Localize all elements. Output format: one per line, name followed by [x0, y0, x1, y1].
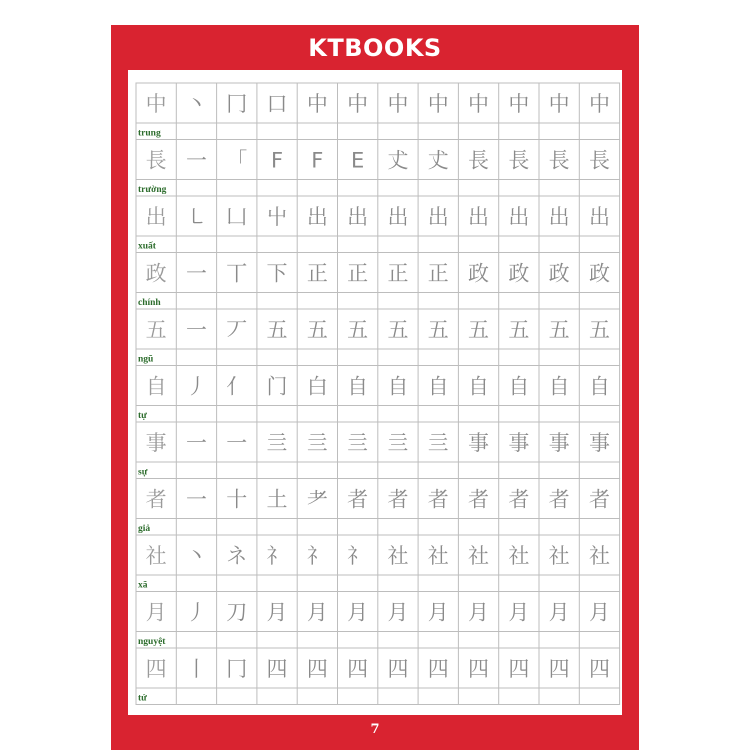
stroke-cell: 中 — [468, 92, 490, 116]
stroke-cell: 一 — [185, 261, 207, 286]
stroke-cell: 四 — [266, 657, 288, 681]
stroke-cell: 政 — [548, 261, 570, 286]
practice-row — [136, 140, 620, 197]
stroke-cell: 自 — [347, 374, 369, 399]
stroke-cell: 政 — [508, 261, 530, 286]
stroke-cell: 出 — [145, 205, 167, 229]
stroke-cell: ネ — [226, 544, 248, 568]
stroke-cell: 月 — [588, 600, 610, 625]
stroke-cell: 口 — [266, 92, 288, 116]
stroke-cell: 亖 — [306, 431, 328, 455]
stroke-cell: 者 — [427, 487, 449, 512]
stroke-cell: 事 — [508, 431, 530, 455]
pinyin-label: trường — [138, 185, 167, 195]
practice-row — [136, 83, 620, 140]
stroke-cell: 亖 — [427, 431, 449, 455]
stroke-cell: 丿 — [185, 600, 207, 625]
stroke-cell: 丿 — [185, 374, 207, 399]
stroke-cell: 丶 — [185, 92, 207, 116]
stroke-cell: 五 — [548, 318, 570, 342]
stroke-cell: 正 — [387, 261, 409, 286]
stroke-cell: ㇄ — [185, 205, 207, 229]
stroke-cell: 出 — [427, 205, 449, 229]
pinyin-label: tự — [138, 411, 147, 421]
stroke-cell: 四 — [427, 657, 449, 681]
stroke-cell: 正 — [427, 261, 449, 286]
stroke-cell: 四 — [508, 657, 530, 681]
stroke-cell: 月 — [145, 600, 167, 625]
stroke-cell: 𠀋 — [427, 148, 449, 173]
page-title: KTBOOKS — [308, 34, 442, 62]
practice-row — [136, 253, 620, 310]
stroke-cell: 自 — [508, 374, 530, 399]
stroke-cell: 事 — [145, 431, 167, 455]
stroke-cell: 中 — [588, 92, 610, 116]
stroke-cell: 礻 — [266, 544, 288, 568]
stroke-cell: 出 — [347, 205, 369, 229]
pinyin-label: giả — [138, 524, 151, 534]
stroke-cell: 丆 — [226, 318, 248, 342]
stroke-cell: 四 — [145, 657, 167, 681]
stroke-cell: 長 — [588, 148, 610, 173]
stroke-cell: 社 — [548, 544, 570, 568]
stroke-cell: 刀 — [226, 600, 248, 625]
stroke-cell: 礻 — [347, 544, 369, 568]
stroke-cell: F — [311, 148, 324, 173]
practice-row — [136, 422, 620, 479]
stroke-cell: 出 — [588, 205, 610, 229]
stroke-cell: 自 — [548, 374, 570, 399]
stroke-cell: 五 — [266, 318, 288, 342]
stroke-cell: 丅 — [226, 261, 248, 286]
pinyin-label: chính — [138, 298, 161, 308]
stroke-cell: 長 — [468, 148, 490, 173]
stroke-cell: 社 — [468, 544, 490, 568]
stroke-cell: 丨 — [185, 657, 207, 681]
stroke-cell: 者 — [387, 487, 409, 512]
stroke-cell: 门 — [266, 374, 288, 399]
stroke-cell: 中 — [145, 92, 167, 116]
stroke-cell: 四 — [347, 657, 369, 681]
stroke-cell: 四 — [468, 657, 490, 681]
practice-row — [136, 592, 620, 649]
page-number: 7 — [370, 722, 380, 737]
stroke-cell: 者 — [548, 487, 570, 512]
pinyin-label: trung — [138, 128, 161, 139]
stroke-cell: 出 — [306, 205, 328, 229]
practice-row — [136, 366, 620, 423]
stroke-cell: 事 — [468, 431, 490, 455]
pinyin-label: xã — [138, 580, 148, 591]
stroke-cell: 月 — [548, 600, 570, 625]
stroke-cell: 中 — [347, 92, 369, 116]
practice-row — [136, 196, 620, 253]
practice-row — [136, 479, 620, 536]
stroke-cell: 亖 — [266, 431, 288, 455]
stroke-cell: 亻 — [226, 374, 248, 399]
stroke-cell: 中 — [508, 92, 530, 116]
stroke-cell: 四 — [588, 657, 610, 681]
stroke-cell: 亖 — [347, 431, 369, 455]
stroke-cell: 五 — [508, 318, 530, 342]
stroke-cell: 五 — [306, 318, 328, 342]
stroke-cell: 社 — [387, 544, 409, 568]
stroke-cell: 中 — [427, 92, 449, 116]
stroke-cell: 月 — [387, 600, 409, 625]
stroke-cell: 長 — [508, 148, 530, 173]
stroke-cell: 「 — [226, 148, 248, 173]
stroke-cell: 下 — [266, 261, 288, 286]
pinyin-label: ngũ — [138, 354, 154, 365]
stroke-cell: 政 — [588, 261, 610, 286]
stroke-cell: 長 — [548, 148, 570, 173]
stroke-cell: 一 — [185, 487, 207, 512]
stroke-cell: 社 — [588, 544, 610, 568]
practice-row — [136, 309, 620, 366]
stroke-cell: 月 — [306, 600, 328, 625]
stroke-cell: 自 — [145, 374, 167, 399]
stroke-cell: 五 — [427, 318, 449, 342]
stroke-cell: 一 — [185, 318, 207, 342]
stroke-cell: 出 — [468, 205, 490, 229]
stroke-cell: 月 — [347, 600, 369, 625]
stroke-cell: 自 — [468, 374, 490, 399]
stroke-cell: 者 — [508, 487, 530, 512]
stroke-cell: 者 — [588, 487, 610, 512]
stroke-cell: 凵 — [226, 205, 248, 229]
stroke-cell: 亖 — [387, 431, 409, 455]
stroke-cell: F — [271, 148, 284, 173]
stroke-cell: 白 — [306, 374, 328, 399]
writing-grid — [128, 70, 622, 715]
stroke-cell: 五 — [588, 318, 610, 342]
practice-row — [136, 648, 620, 705]
stroke-cell: 社 — [427, 544, 449, 568]
stroke-cell: 事 — [548, 431, 570, 455]
stroke-cell: 一 — [185, 431, 207, 455]
stroke-cell: 者 — [347, 487, 369, 512]
stroke-cell: 一 — [226, 431, 248, 455]
stroke-cell: 屮 — [266, 205, 288, 229]
stroke-cell: 礻 — [306, 544, 328, 568]
stroke-cell: 中 — [306, 92, 328, 116]
stroke-cell: 政 — [468, 261, 490, 286]
stroke-cell: 月 — [427, 600, 449, 625]
stroke-cell: 正 — [347, 261, 369, 286]
stroke-cell: 社 — [145, 544, 167, 568]
stroke-cell: 冂 — [226, 657, 248, 681]
stroke-cell: 社 — [508, 544, 530, 568]
stroke-cell: 四 — [548, 657, 570, 681]
stroke-cell: 者 — [145, 487, 167, 512]
stroke-cell: 五 — [468, 318, 490, 342]
stroke-cell: 者 — [468, 487, 490, 512]
stroke-cell: 長 — [145, 148, 167, 173]
stroke-cell: 五 — [347, 318, 369, 342]
stroke-cell: 月 — [508, 600, 530, 625]
stroke-cell: 出 — [548, 205, 570, 229]
stroke-cell: 丶 — [185, 544, 207, 568]
stroke-cell: 耂 — [306, 487, 328, 512]
pinyin-label: tứ — [138, 693, 147, 704]
stroke-cell: 月 — [468, 600, 490, 625]
stroke-cell: 事 — [588, 431, 610, 455]
stroke-cell: 政 — [145, 261, 167, 286]
stroke-cell: 十 — [226, 487, 248, 512]
stroke-cell: 出 — [387, 205, 409, 229]
stroke-cell: 五 — [387, 318, 409, 342]
pinyin-label: xuất — [138, 241, 156, 252]
pinyin-label: sự — [138, 467, 148, 478]
practice-row — [136, 535, 620, 592]
pinyin-label: nguyệt — [138, 637, 166, 647]
stroke-cell: 自 — [387, 374, 409, 399]
stroke-cell: 𠀋 — [387, 148, 409, 173]
stroke-cell: 中 — [387, 92, 409, 116]
practice-sheet — [128, 70, 622, 715]
stroke-cell: 中 — [548, 92, 570, 116]
stroke-cell: 自 — [427, 374, 449, 399]
stroke-cell: 土 — [266, 487, 288, 512]
stroke-cell: 四 — [306, 657, 328, 681]
stroke-cell: 四 — [387, 657, 409, 681]
stroke-cell: 正 — [306, 261, 328, 286]
stroke-cell: E — [351, 148, 365, 173]
stroke-cell: 出 — [508, 205, 530, 229]
stroke-cell: 月 — [266, 600, 288, 625]
stroke-cell: 五 — [145, 318, 167, 342]
stroke-cell: 一 — [185, 148, 207, 173]
stroke-cell: 自 — [588, 374, 610, 399]
stroke-cell: 冂 — [226, 92, 248, 116]
